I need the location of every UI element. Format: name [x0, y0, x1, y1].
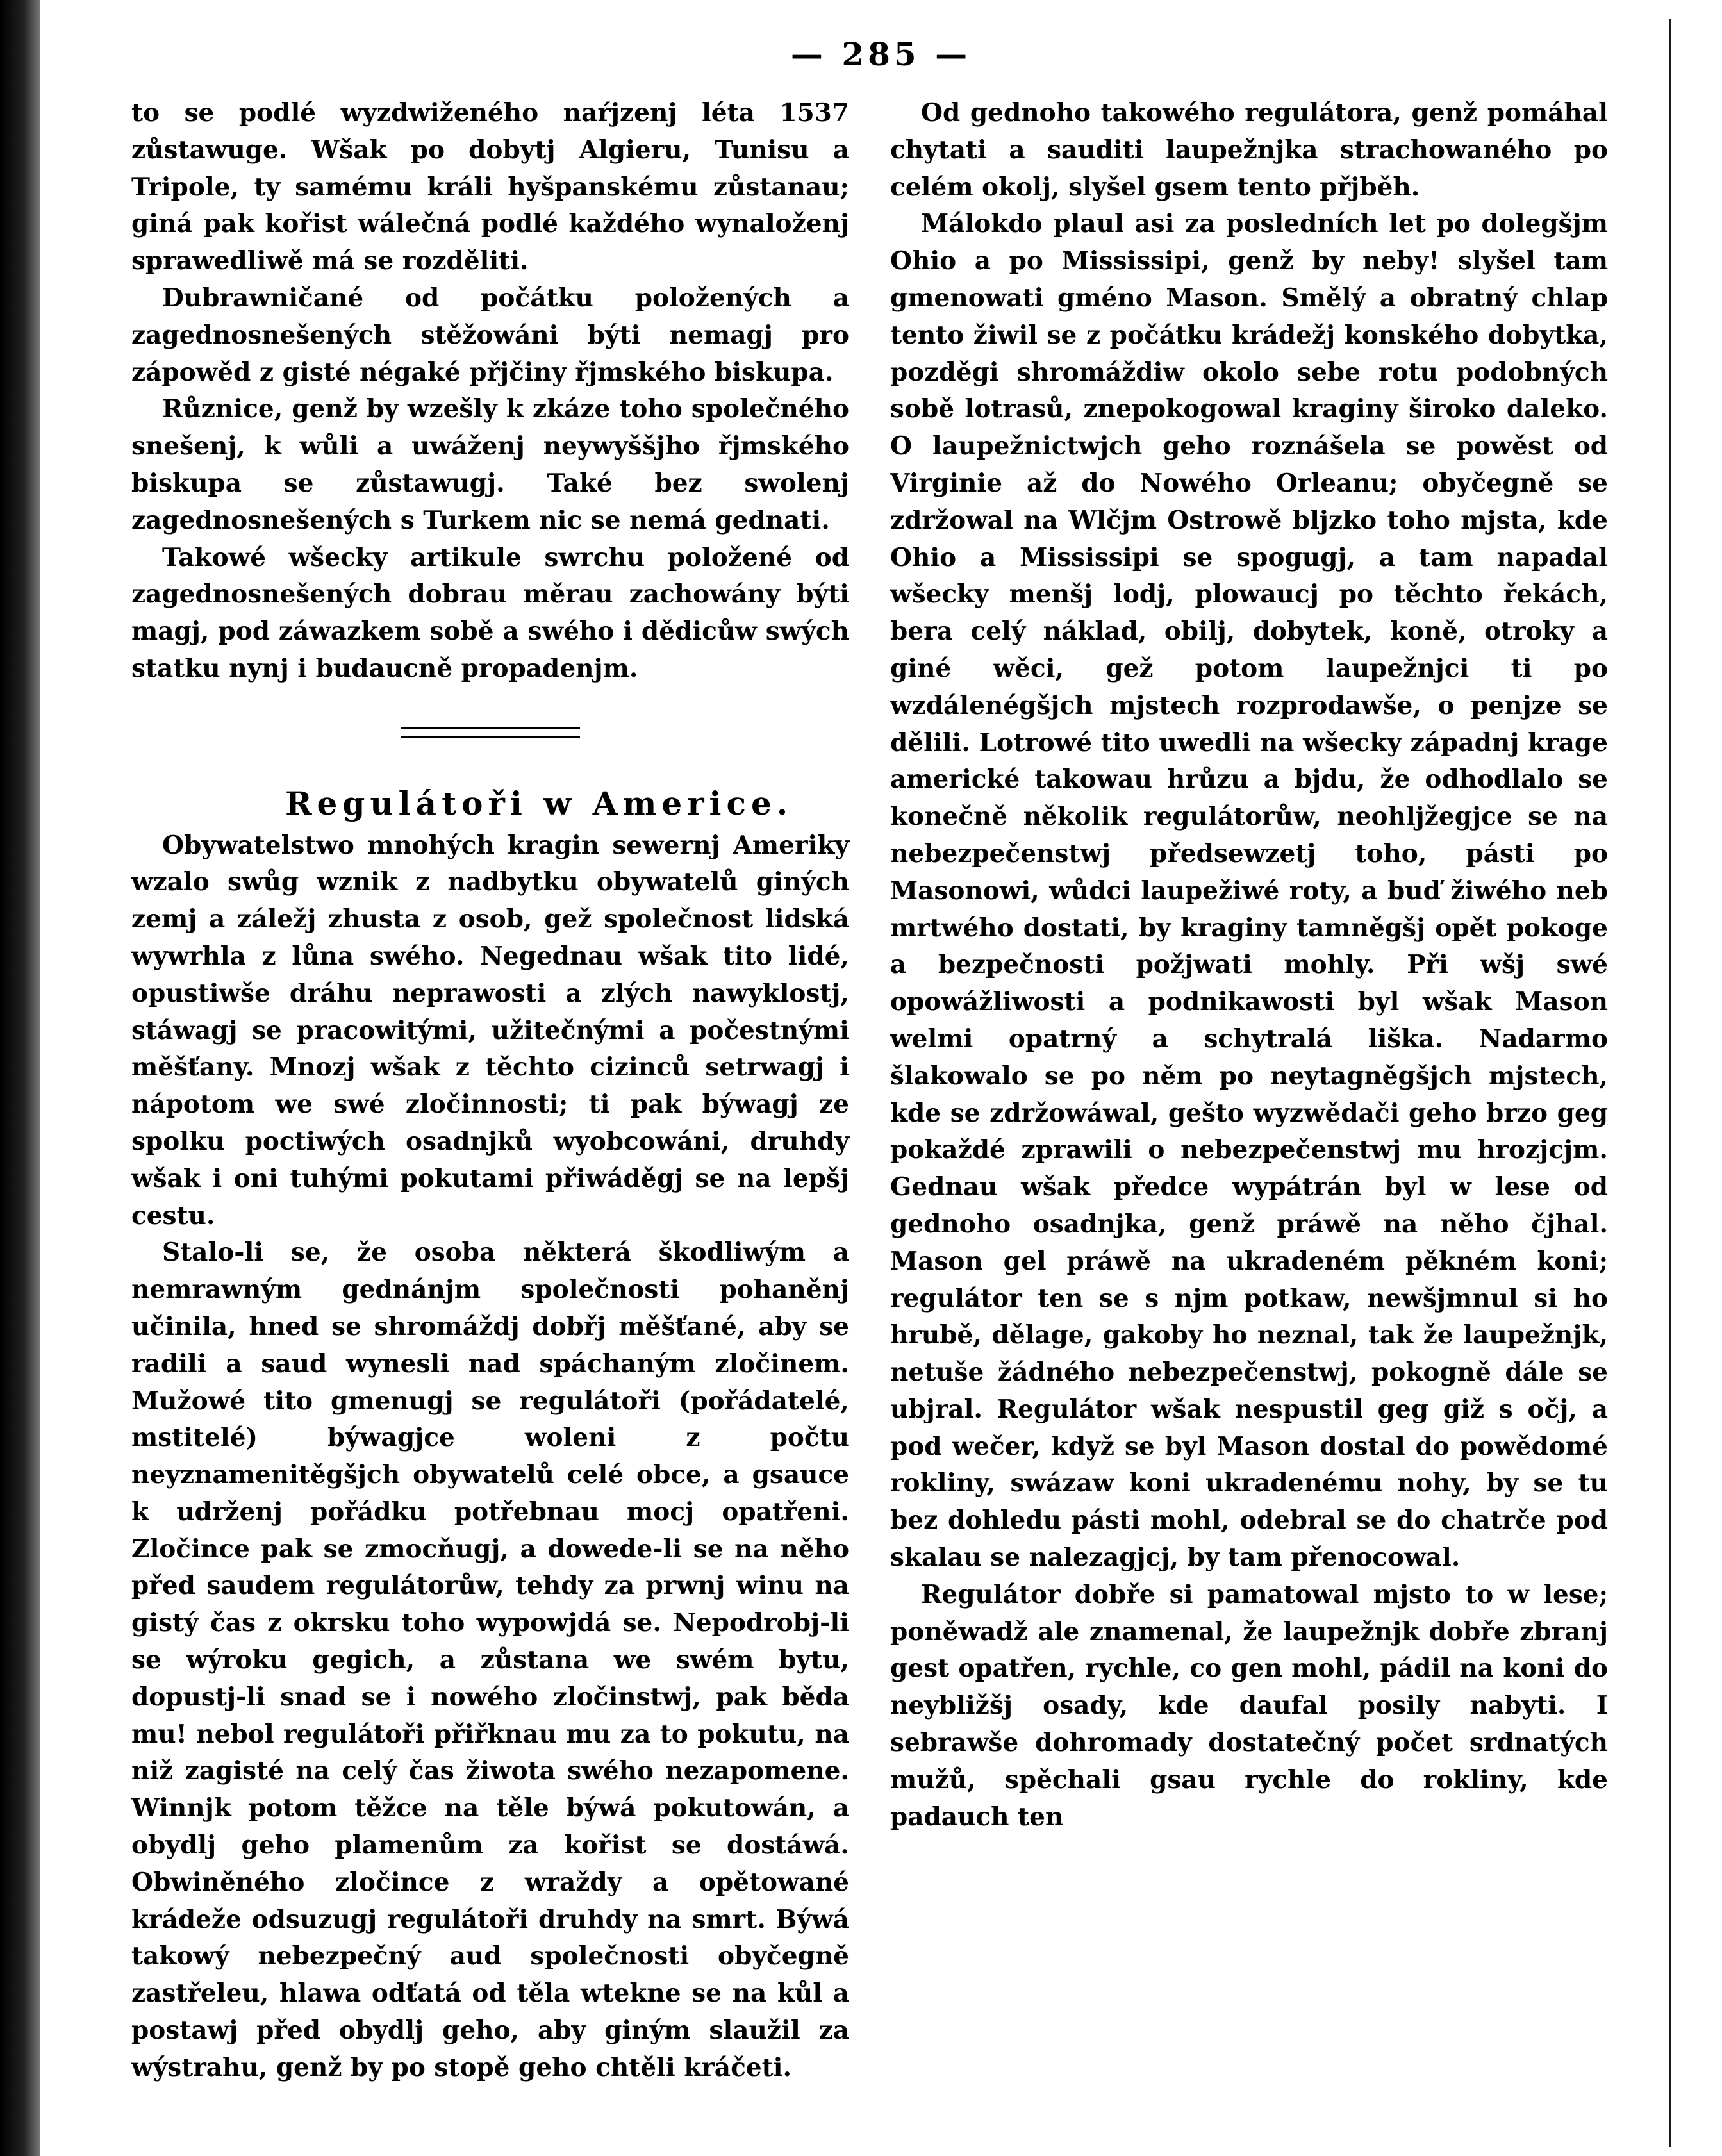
paragraph: Různice, genž by wzešly k zkáze toho společného snešenj, k wůli a uwáženj neywyššjho řjmského biskupa se zůstawugj. Také bez swolenj zagednosnešených s Turkem nic se nemá gednati. — [131, 394, 849, 535]
left-column — [131, 95, 849, 2087]
page-border-line — [1669, 19, 1671, 2147]
right-column — [890, 95, 1608, 1836]
paragraph: Málokdo plaul asi za posledních let po dolegšjm Ohio a po Mississipi, genž by neby! slyšel tam gmenowati gméno Mason. Smělý a obratný chlap tento žiwil se z počátku krádežj konského dobytka, pozděgi shromáždiw okolo sebe rotu podobných sobě lotrasů, znepokogowal kraginy široko daleko. O laupežnictwjch geho roznášela se powěst od Virginie až do Nowého Orleanu; obyčegně se zdržowal na Wlčjm Ostrowě bljzko toho mjsta, kde Ohio a Mississipi se spogugj, a tam napadal wšecky menšj lodj, plowaucj po těchto řekách, bera celý náklad, obilj, dobytek, koně, otroky a giné wěci, gež potom laupežnjci ti po wzdálenégšjch mjstech rozprodawše, o penjze se dělili. Lotrowé tito uwedli na wšecky západnj krage americké takowau hrůzu a bjdu, že odhodlalo se konečně několik regulátorůw, neohljžegjce se na nebezpečenstwj předsewzetj toho, pásti po Masonowi, wůdci laupežiwé roty, a buď žiwého neb mrtwého dostati, by kraginy tamněgšj opět pokoge a bezpečnosti požjwati mohly. Při wšj swé opowážliwosti a podnikawosti byl wšak Mason welmi opatrný a schytralá liška. Nadarmo šlakowalo se po něm po neytagněgšjch mjstech, kde se zdržowáwal, gešto wyzwědači geho brzo geg pokaždé zprawili o nebezpečenstwj mu hrozjcjm. Gednau wšak předce wypátrán byl w lese od gednoho osadnjka, genž práwě na něho čjhal. Mason gel práwě na ukradeném pěkném koni; regulátor ten se s njm potkaw, newšjmnul si ho hrubě, dělage, gakoby ho neznal, tak že laupežnjk, netuše žádného nebezpečenstwj, pokogně dále se ubjral. Regulátor wšak nespustil geg giž s očj, a pod wečer, když se byl Mason dostal do powědomé rokliny, swázaw koni ukradenému nohy, by se tu bez dohledu pásti mohl, odebral se do chatrče pod skalau se nalezagjcj, by tam přenocowal. — [890, 209, 1608, 1573]
section-title: Regulátoři w Americe. — [285, 784, 793, 822]
document-page — [40, 0, 1722, 2156]
paragraph: Regulátor dobře si pamatowal mjsto to w lese; poněwadž ale znamenal, že laupežnjk dobře zbranj gest opatřen, rychle, co gen mohl, pádil na koni do neybližšj osady, kde daufal posily nabyti. I sebrawše dohromady dostatečný počet srdnatých mužů, spěchali gsau rychle do rokliny, kde padauch ten — [890, 1579, 1608, 1832]
paragraph: Stalo-li se, že osoba některá škodliwým a nemrawným gednánjm společnosti pohaněnj učinila, hned se shromáždj dobřj měšťané, aby se radili a saud wynesli nad spáchaným zločinem. Mužowé tito gmenugj se regulátoři (pořádatelé, mstitelé) býwagjce woleni z počtu neyznamenitěgšjch obywatelů celé obce, a gsauce k udrženj pořádku potřebnau mocj opatřeni. Zločince pak se zmocňugj, a dowede-li se na něho před saudem regulátorůw, tehdy za prwnj winu na gistý čas z okrsku toho wypowjdá se. Nepodrobj-li se wýroku gegich, a zůstana we swém bytu, dopustj-li snad se i nowého zločinstwj, pak běda mu! nebol regulátoři přiřknau mu za to pokutu, na niž zagisté na celý čas žiwota swého nezapomene. Winnjk potom těžce na těle býwá pokutowán, a obydlj geho plamenům za kořist se dostáwá. Obwiněného zločince z wraždy a opětowané krádeže odsuzugj regulátoři druhdy na smrt. Býwá takowý nebezpečný aud společnosti obyčegně zastřeleu, hlawa odťatá od těla wtekne se na kůl a postawj před obydlj geho, aby giným slaužil za wýstrahu, genž by po stopě geho chtěli kráčeti. — [131, 1238, 849, 2082]
page-number: — 285 — — [790, 35, 972, 73]
paragraph: to se podlé wyzdwiženého naŕjzenj léta 1537 zůstawuge. Wšak po dobytj Algieru, Tunisu a Tripole, ty samému králi hyšpanskému zůstanau; giná pak kořist wálečná podlé každého wynaloženj sprawedliwě má se rozděliti. — [131, 98, 849, 276]
section-separator — [401, 727, 580, 738]
paragraph: Obywatelstwo mnohých kragin sewernj Ameriky wzalo swůg wznik z nadbytku obywatelů giných zemj a záležj zhusta z osob, gež společnost lidská wywrhla z lůna swého. Negednau wšak tito lidé, opustiwše dráhu neprawosti a zlých nawyklostj, stáwagj se pracowitými, užitečnými a počestnými měšťany. Mnozj wšak z těchto cizinců setrwagj i nápotom we swé zločinnosti; ti pak býwagj ze spolku poctiwých osadnjků wyobcowáni, druhdy wšak i oni tuhými pokutami přiwáděgj se na lepšj cestu. — [131, 830, 849, 1231]
paragraph: Takowé wšecky artikule swrchu položené od zagednosnešených dobrau měrau zachowány býti magj, pod záwazkem sobě a swého i dědicůw swých statku nynj i budaucně propadenjm. — [131, 542, 849, 683]
paragraph: Od gednoho takowého regulátora, genž pomáhal chytati a sauditi laupežnjka strachowaného po celém okolj, slyšel gsem tento přjběh. — [890, 98, 1608, 202]
paragraph: Dubrawničané od počátku položených a zagednosnešených stěžowáni býti nemagj pro zápowěd z gisté négaké přjčiny řjmského biskupa. — [131, 283, 849, 387]
scan-left-edge — [0, 0, 40, 2156]
